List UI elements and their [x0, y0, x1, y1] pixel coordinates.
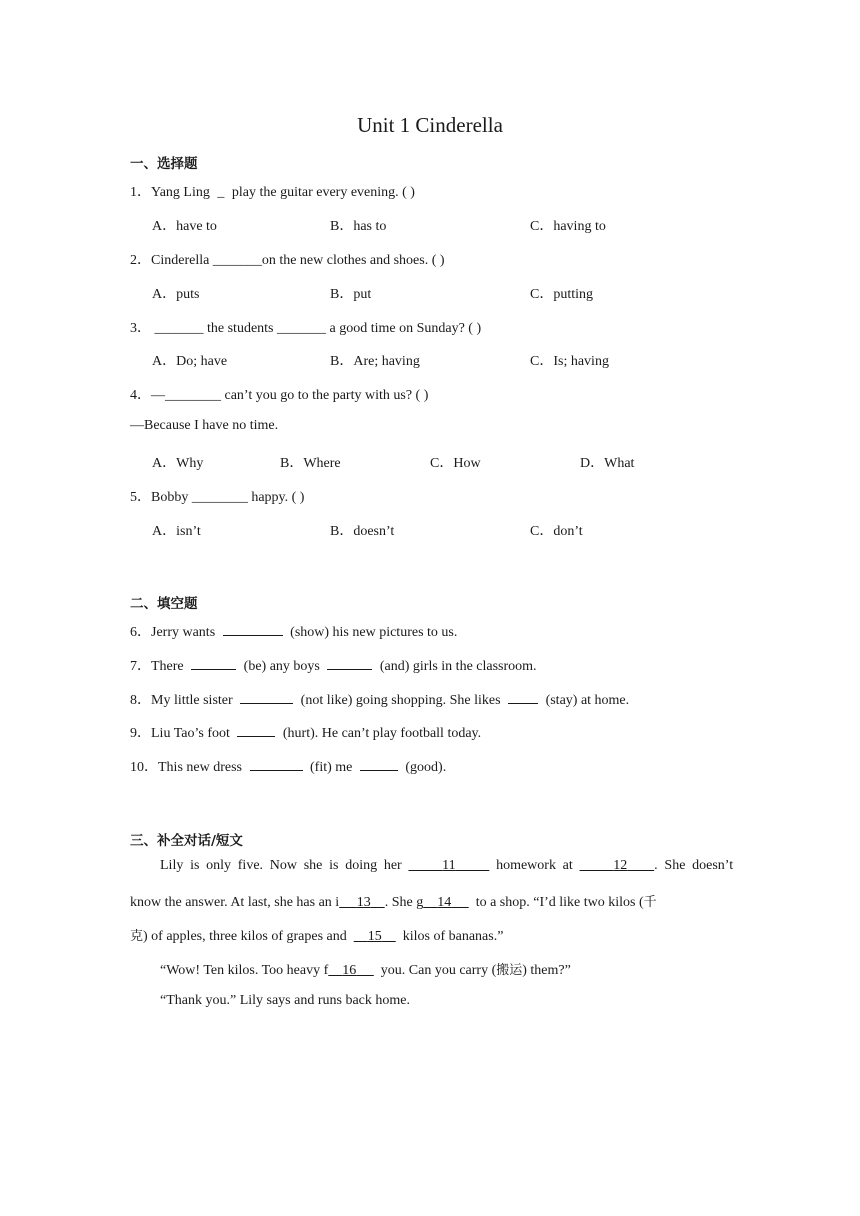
q4-option-b: B．Where [280, 456, 341, 471]
q5-option-a: A．isn’t [152, 524, 201, 539]
blank-15[interactable]: 15 [367, 929, 382, 944]
question-4-answer-line: —Because I have no time. [130, 418, 279, 433]
question-5: 5．Bobby ________ happy. ( ) [130, 490, 305, 505]
question-1: 1．Yang Ling _ play the guitar every evening. ( ) [130, 185, 415, 200]
passage-line-4: “Wow! Ten kilos. Too heavy f 16 you. Can you carry (搬运) them?” [160, 963, 571, 978]
q5-option-c: C．don’t [530, 524, 583, 539]
q5-option-b: B．doesn’t [330, 524, 395, 539]
question-3: 3． _______ the students _______ a good time on Sunday? ( ) [130, 321, 482, 336]
answer-blank[interactable] [237, 723, 275, 737]
q4-option-c: C．How [430, 456, 481, 471]
q1-option-a: A．have to [152, 219, 217, 234]
q3-option-a: A．Do; have [152, 354, 228, 369]
q4-option-d: D．What [580, 456, 635, 471]
q1-option-c: C．having to [530, 219, 606, 234]
passage-line-1: Lily is only five. Now she is doing her 11 homework at 12 . She doesn’t [160, 858, 734, 873]
answer-blank[interactable] [240, 690, 293, 704]
question-8: 8．My little sister (not like) going shopping. She likes (stay) at home. [130, 689, 629, 709]
q2-option-b: B．put [330, 287, 372, 302]
section-heading-fill-in: 二、填空题 [130, 596, 198, 612]
q4-option-a: A．Why [152, 456, 204, 471]
section-heading-choice: 一、选择题 [130, 156, 198, 172]
question-2: 2．Cinderella _______on the new clothes and shoes. ( ) [130, 253, 445, 268]
answer-blank[interactable] [191, 656, 236, 670]
question-6: 6．Jerry wants (show) his new pictures to us. [130, 621, 457, 641]
answer-blank[interactable] [327, 656, 372, 670]
section-heading-passage: 三、补全对话/短文 [130, 833, 243, 849]
answer-blank[interactable] [223, 622, 283, 636]
blank-16[interactable]: 16 [342, 963, 357, 978]
question-7: 7．There (be) any boys (and) girls in the classroom. [130, 655, 537, 675]
blank-13[interactable]: 13 [356, 895, 371, 910]
question-4: 4．—________ can’t you go to the party with us? ( ) [130, 388, 429, 403]
answer-blank[interactable] [508, 690, 538, 704]
q2-option-a: A．puts [152, 287, 200, 302]
page-title: Unit 1 Cinderella [357, 113, 503, 137]
passage-line-3: 克) of apples, three kilos of grapes and 15 kilos of bananas.” [130, 929, 504, 944]
blank-12[interactable]: 12 [613, 858, 628, 873]
question-9: 9．Liu Tao’s foot (hurt). He can’t play football today. [130, 722, 481, 742]
answer-blank[interactable] [250, 757, 303, 771]
q1-option-b: B．has to [330, 219, 387, 234]
passage-line-5: “Thank you.” Lily says and runs back home. [160, 993, 410, 1008]
q2-option-c: C．putting [530, 287, 594, 302]
passage-line-2: know the answer. At last, she has an i 13 . She g 14 to a shop. “I’d like two kilos (千 [130, 895, 657, 910]
q3-option-c: C．Is; having [530, 354, 609, 369]
blank-14[interactable]: 14 [437, 895, 452, 910]
answer-blank[interactable] [360, 757, 398, 771]
blank-11[interactable]: 11 [442, 858, 456, 873]
q3-option-b: B．Are; having [330, 354, 420, 369]
question-10: 10．This new dress (fit) me (good). [130, 756, 446, 776]
